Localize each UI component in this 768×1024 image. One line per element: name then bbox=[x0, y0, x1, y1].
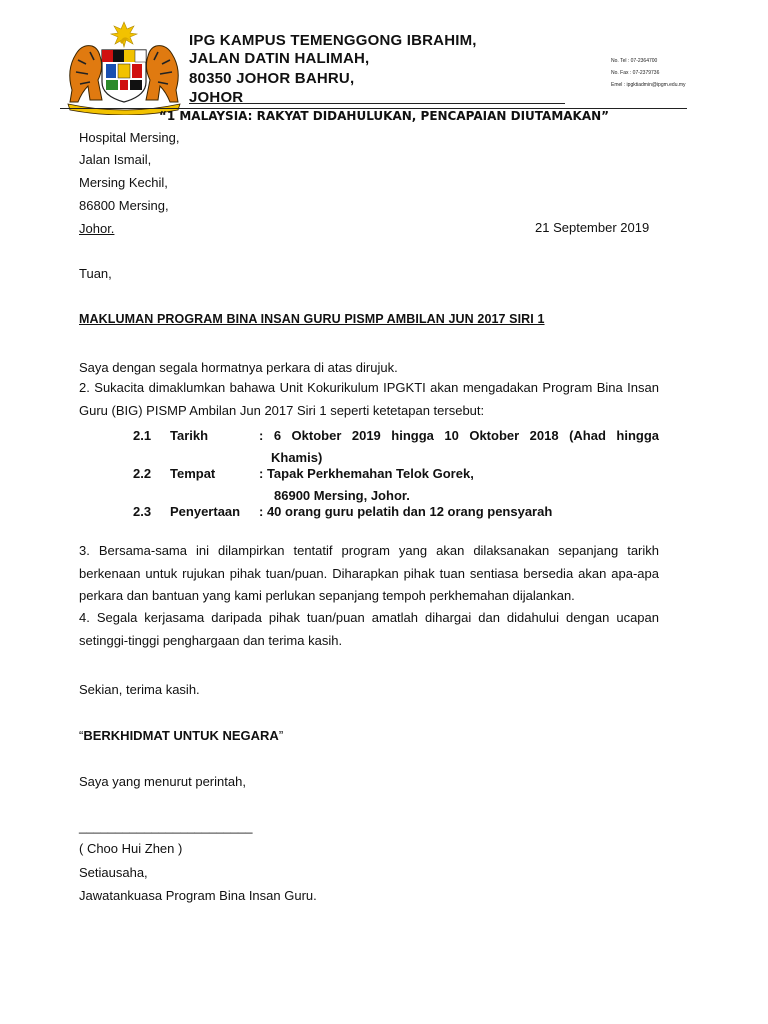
org-name: IPG KAMPUS TEMENGGONG IBRAHIM, bbox=[189, 32, 477, 49]
contact-email: Emel : ipgktiadmin@ipgm.edu.my bbox=[611, 82, 686, 88]
contact-fax: No. Fax : 07-2379736 bbox=[611, 70, 660, 76]
recipient-line-3: Mersing Kechil, bbox=[79, 175, 168, 190]
contact-phone: No. Tel : 07-2364700 bbox=[611, 58, 658, 64]
recipient-line-4: 86800 Mersing, bbox=[79, 198, 169, 213]
motto: “1 MALAYSIA: RAKYAT DIDAHULUKAN, PENCAPAIAN DIUTAMAKAN” bbox=[158, 109, 610, 123]
recipient-line-5: Johor. bbox=[79, 221, 115, 236]
item-number: 2.1 bbox=[133, 428, 152, 443]
paragraph-1: Saya dengan segala hormatnya perkara di atas dirujuk. bbox=[79, 360, 398, 375]
header-underline bbox=[189, 103, 565, 104]
org-address-line-2: 80350 JOHOR BAHRU, bbox=[189, 70, 355, 87]
item-value-continued: 86900 Mersing, Johor. bbox=[274, 488, 410, 503]
recipient-line-2: Jalan Ismail, bbox=[79, 152, 152, 167]
item-label: Tarikh bbox=[170, 428, 209, 443]
slogan-close-quote: ” bbox=[278, 728, 284, 743]
paragraph-4: 4. Segala kerjasama daripada pihak tuan/puan amatlah dihargai dan didahului dengan ucapan setinggi-tinggi penghargaan dan terima kasih. bbox=[79, 610, 659, 648]
signer-organisation: Jawatankuasa Program Bina Insan Guru. bbox=[79, 888, 317, 903]
slogan bbox=[79, 727, 283, 744]
signature-line: ________________________ bbox=[79, 819, 253, 834]
sign-intro: Saya yang menurut perintah, bbox=[79, 774, 246, 789]
closing: Sekian, terima kasih. bbox=[79, 682, 200, 697]
slogan-text: BERKHIDMAT UNTUK NEGARA bbox=[83, 728, 279, 743]
letter-date: 21 September 2019 bbox=[535, 220, 650, 235]
org-address-line-3: JOHOR bbox=[189, 89, 244, 106]
paragraph-3: 3. Bersama-sama ini dilampirkan tentatif program yang akan dilaksanakan sepanjang tarikh berkenaan untuk rujukan pihak tuan/puan. Diharapkan pihak tuan sentiasa bersedia akan apa-apa perkara dan bantuan yang kami perlukan sepanjang tempoh perkhemahan dijalankan. bbox=[79, 543, 659, 603]
item-value: : Tapak Perkhemahan Telok Gorek, bbox=[259, 466, 474, 481]
subject-heading: MAKLUMAN PROGRAM BINA INSAN GURU PISMP AMBILAN JUN 2017 SIRI 1 bbox=[79, 312, 545, 326]
item-number: 2.2 bbox=[133, 466, 152, 481]
item-label: Penyertaan bbox=[170, 504, 241, 519]
slogan-open-quote: “ bbox=[79, 728, 84, 743]
recipient-line-1: Hospital Mersing, bbox=[79, 130, 180, 145]
paragraph-2: 2. Sukacita dimaklumkan bahawa Unit Kokurikulum IPGKTI akan mengadakan Program Bina Insan Guru (BIG) PISMP Ambilan Jun 2017 Siri 1 seperti ketetapan tersebut: bbox=[79, 380, 659, 418]
salutation: Tuan, bbox=[79, 266, 112, 281]
item-value: : 40 orang guru pelatih dan 12 orang pensyarah bbox=[259, 504, 553, 519]
signer-title: Setiausaha, bbox=[79, 865, 148, 880]
item-value-continued: Khamis) bbox=[271, 450, 323, 465]
item-number: 2.3 bbox=[133, 504, 152, 519]
org-address-line-1: JALAN DATIN HALIMAH, bbox=[189, 50, 370, 67]
government-crest-logo bbox=[64, 20, 184, 115]
signer-name: ( Choo Hui Zhen ) bbox=[79, 841, 183, 856]
item-label: Tempat bbox=[170, 466, 216, 481]
item-value: : 6 Oktober 2019 hingga 10 Oktober 2018 (Ahad hingga bbox=[259, 428, 659, 443]
